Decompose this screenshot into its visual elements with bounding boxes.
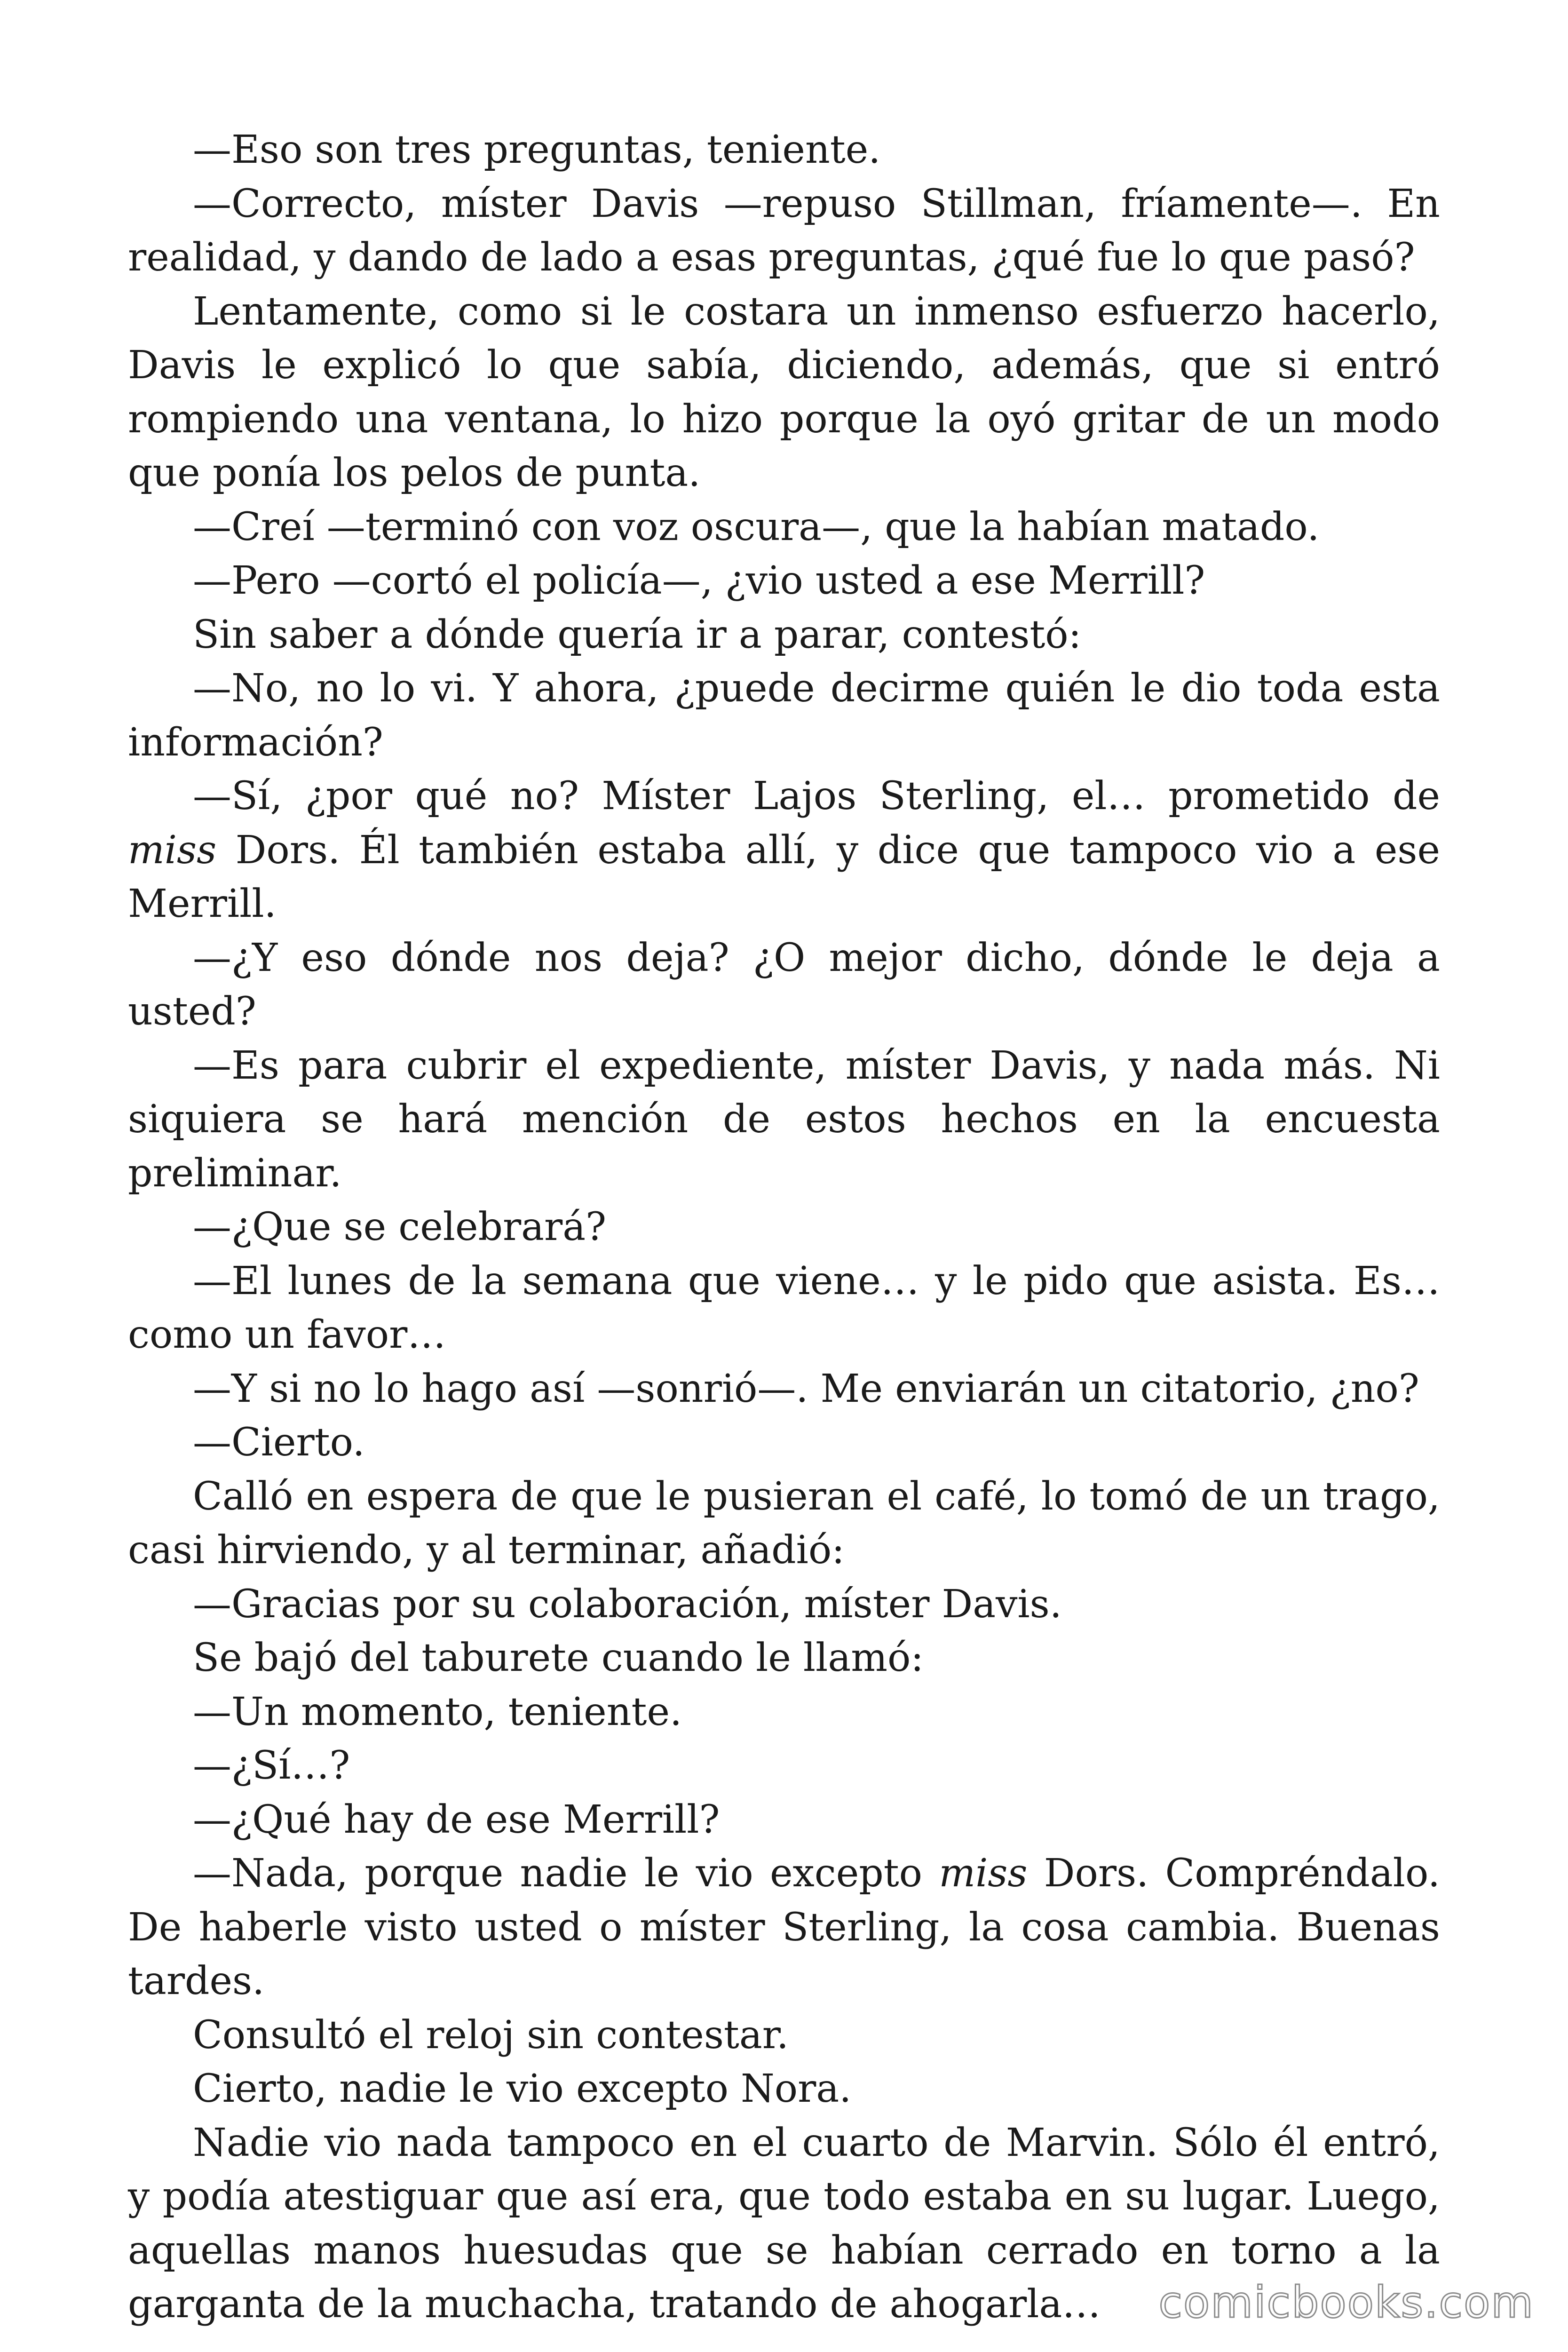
- text-run: —Es para cubrir el expediente, míster Davis, y nada más. Ni siquiera se hará mención de estos hechos en la encuesta preliminar.: [128, 1043, 1440, 1196]
- paragraph: [128, 1039, 1440, 1201]
- paragraph: [128, 931, 1440, 1039]
- paragraph: [128, 2009, 1440, 2063]
- paragraph: [128, 662, 1440, 770]
- text-run: Se bajó del taburete cuando le llamó:: [193, 1636, 924, 1680]
- paragraph: [128, 1470, 1440, 1578]
- paragraph: [128, 1416, 1440, 1470]
- text-run: Calló en espera de que le pusieran el café, lo tomó de un trago, casi hirviendo, y al terminar, añadió:: [128, 1474, 1440, 1573]
- paragraph: [128, 1847, 1440, 2009]
- text-run: —Nada, porque nadie le vio excepto: [193, 1851, 939, 1896]
- text-run: —Eso son tres preguntas, teniente.: [193, 127, 881, 172]
- paragraph: [128, 1578, 1440, 1632]
- text-run: —Pero —cortó el policía—, ¿vio usted a ese Merrill?: [193, 558, 1205, 603]
- text-run: —¿Que se celebrará?: [193, 1205, 607, 1249]
- text-run: —Creí —terminó con voz oscura—, que la habían matado.: [193, 504, 1320, 549]
- paragraph: [128, 770, 1440, 931]
- paragraph: [128, 123, 1440, 177]
- text-run: —¿Sí…?: [193, 1743, 350, 1788]
- text-run: —No, no lo vi. Y ahora, ¿puede decirme quién le dio toda esta información?: [128, 666, 1440, 765]
- text-run: —Un momento, teniente.: [193, 1689, 682, 1734]
- paragraph: [128, 1200, 1440, 1255]
- text-run: —El lunes de la semana que viene… y le pido que asista. Es… como un favor…: [128, 1258, 1440, 1357]
- watermark: comicbooks.com: [1158, 2277, 1534, 2328]
- paragraph: [128, 1362, 1440, 1416]
- paragraph: [128, 177, 1440, 285]
- text-run: —Sí, ¿por qué no? Míster Lajos Sterling, el… prometido de: [193, 774, 1440, 818]
- italic-text: miss: [939, 1851, 1028, 1896]
- paragraph: [128, 1685, 1440, 1740]
- paragraph: [128, 1793, 1440, 1847]
- paragraph: [128, 1255, 1440, 1362]
- text-run: —Y si no lo hago así —sonrió—. Me enviarán un citatorio, ¿no?: [193, 1366, 1419, 1411]
- paragraph: [128, 2062, 1440, 2116]
- paragraph: [128, 285, 1440, 501]
- text-run: Cierto, nadie le vio excepto Nora.: [193, 2066, 852, 2111]
- text-run: Consultó el reloj sin contestar.: [193, 2012, 789, 2058]
- text-run: Nadie vio nada tampoco en el cuarto de Marvin. Sólo él entró, y podía atestiguar que así era, que todo estaba en su lugar. Luego, aquellas manos huesudas que se habían cerrado en torno a la garganta de la muchacha, tratando de ahogarla…: [128, 2120, 1440, 2327]
- text-run: Lentamente, como si le costara un inmenso esfuerzo hacerlo, Davis le explicó lo que sabía, diciendo, además, que si entró rompiendo una ventana, lo hizo porque la oyó gritar de un modo que ponía los pelos de punta.: [128, 289, 1440, 495]
- text-run: Dors. Compréndalo. De haberle visto usted o míster Sterling, la cosa cambia. Buenas tardes.: [128, 1851, 1440, 2003]
- text-run: Sin saber a dónde quería ir a parar, contestó:: [193, 612, 1082, 657]
- italic-text: miss: [128, 827, 217, 873]
- text-run: —Gracias por su colaboración, míster Davis.: [193, 1581, 1062, 1627]
- body-text: [128, 123, 1440, 2332]
- text-run: —Cierto.: [193, 1420, 365, 1465]
- text-run: —Correcto, míster Davis —repuso Stillman, fríamente—. En realidad, y dando de lado a esas preguntas, ¿qué fue lo que pasó?: [128, 181, 1440, 280]
- paragraph: [128, 501, 1440, 555]
- paragraph: [128, 554, 1440, 608]
- text-run: —¿Qué hay de ese Merrill?: [193, 1797, 720, 1842]
- paragraph: [128, 1631, 1440, 1685]
- paragraph: [128, 1739, 1440, 1793]
- text-run: Dors. Él también estaba allí, y dice que tampoco vio a ese Merrill.: [128, 827, 1440, 926]
- text-run: —¿Y eso dónde nos deja? ¿O mejor dicho, dónde le deja a usted?: [128, 935, 1440, 1034]
- paragraph: [128, 608, 1440, 662]
